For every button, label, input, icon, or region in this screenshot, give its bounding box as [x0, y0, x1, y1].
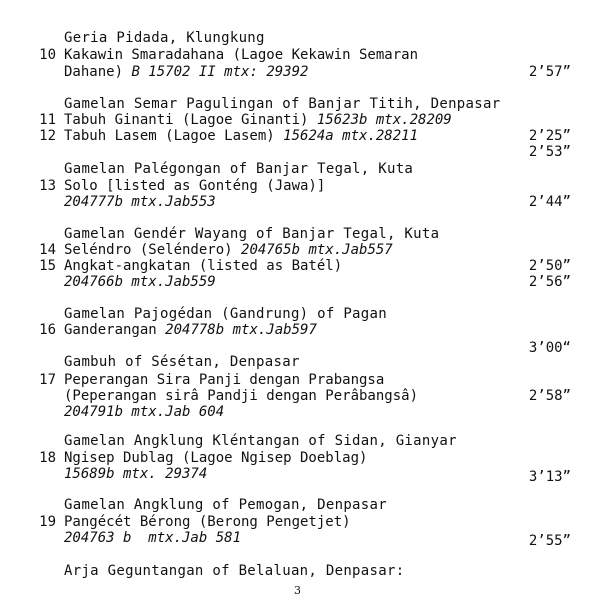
track-number: 11 — [39, 112, 56, 128]
track-number: 10 — [39, 47, 56, 63]
section-heading: Gamelan Angklung of Pemogan, Denpasar — [64, 497, 387, 513]
track-catalog: B 15702 II mtx: 29392 — [131, 64, 309, 80]
track-duration: 2’56” — [528, 274, 571, 290]
track-catalog: 204791b mtx.Jab 604 — [64, 404, 225, 420]
track-line — [64, 322, 317, 338]
track-title: Solo [listed as Gonténg (Jawa)] — [64, 178, 326, 194]
section-heading: Gamelan Pajogédan (Gandrung) of Pagan — [64, 306, 387, 322]
track-catalog: 15623b mtx.28209 — [316, 112, 452, 128]
section-heading: Gamelan Palégongan of Banjar Tegal, Kuta — [64, 161, 414, 177]
track-number: 17 — [39, 372, 56, 388]
track-number: 16 — [39, 322, 56, 338]
track-title: Peperangan Sira Panji dengan Prabangsa — [64, 372, 385, 388]
track-duration: 2’25” — [528, 128, 571, 144]
track-title-cont: (Peperangan sirâ Pandji dengan Perâbangsâ) — [64, 388, 419, 404]
track-title: Ngisep Dublag (Lagoe Ngisep Doeblag) — [64, 450, 368, 466]
track-number: 19 — [39, 514, 56, 530]
track-catalog: 204778b mtx.Jab597 — [165, 322, 317, 338]
section-heading: Geria Pidada, Klungkung — [64, 30, 265, 46]
track-catalog: 204763 b mtx.Jab 581 — [64, 530, 242, 546]
track-line — [64, 128, 418, 144]
track-title: Seléndro (Seléndero) — [64, 242, 233, 258]
section-heading: Gamelan Semar Pagulingan of Banjar Titih, Denpasar — [64, 96, 501, 112]
track-number: 13 — [39, 178, 56, 194]
track-duration: 2’57” — [528, 64, 571, 80]
track-title: Tabuh Lasem (Lagoe Lasem) — [64, 128, 275, 144]
track-catalog: 15624a mtx.28211 — [283, 128, 419, 144]
track-number: 15 — [39, 258, 56, 274]
track-catalog: 204766b mtx.Jab559 — [64, 274, 216, 290]
track-title: Pangécét Bérong (Berong Pengetjet) — [64, 514, 351, 530]
track-line — [64, 112, 452, 128]
track-duration: 3’00“ — [528, 340, 571, 356]
page-number: 3 — [294, 584, 301, 597]
section-heading: Gambuh of Sésétan, Denpasar — [64, 354, 300, 370]
track-catalog: 204777b mtx.Jab553 — [64, 194, 216, 210]
track-title: Angkat-angkatan (listed as Batél) — [64, 258, 343, 274]
track-duration: 3’13” — [528, 469, 571, 485]
track-duration: 2’50” — [528, 258, 571, 274]
track-duration: 2’58” — [528, 388, 571, 404]
track-line — [64, 242, 393, 258]
track-title: Ganderangan — [64, 322, 157, 338]
track-title-cont: Dahane) — [64, 64, 124, 80]
track-catalog: 15689b mtx. 29374 — [64, 466, 208, 482]
section-heading: Arja Geguntangan of Belaluan, Denpasar: — [64, 563, 405, 579]
track-catalog: 204765b mtx.Jab557 — [241, 242, 393, 258]
track-title: Kakawin Smaradahana (Lagoe Kekawin Semaran — [64, 47, 419, 63]
track-number: 12 — [39, 128, 56, 144]
track-title-continued — [64, 64, 308, 80]
track-duration: 2’55” — [528, 533, 571, 549]
track-duration: 2’53” — [528, 144, 571, 160]
section-heading: Gamelan Angklung Kléntangan of Sidan, Gianyar — [64, 433, 457, 449]
track-duration: 2’44” — [528, 194, 571, 210]
track-number: 18 — [39, 450, 56, 466]
section-heading: Gamelan Gendér Wayang of Banjar Tegal, Kuta — [64, 226, 440, 242]
track-number: 14 — [39, 242, 56, 258]
track-title: Tabuh Ginanti (Lagoe Ginanti) — [64, 112, 309, 128]
